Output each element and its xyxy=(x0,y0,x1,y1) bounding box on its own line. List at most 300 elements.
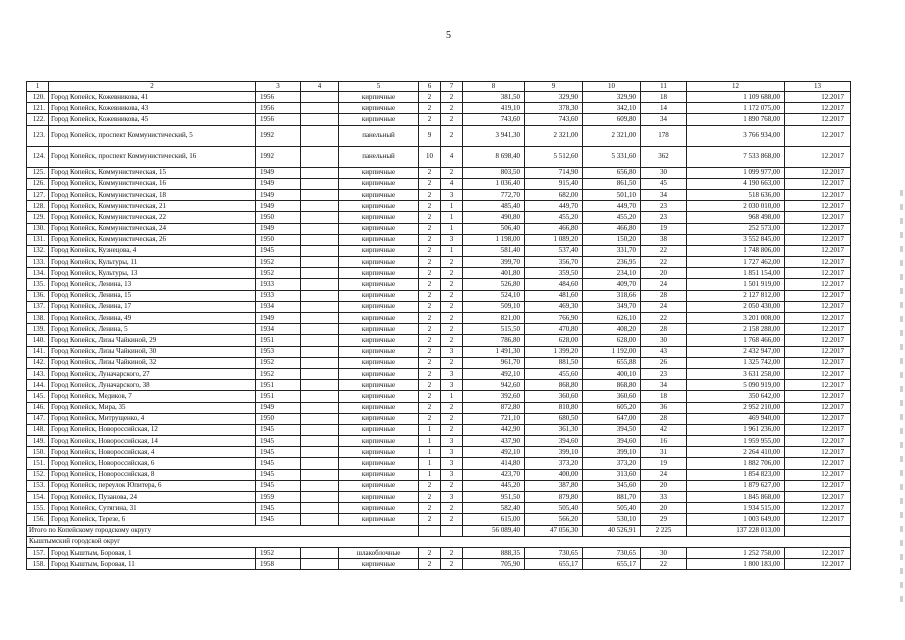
cell-fl: 2 xyxy=(419,212,441,223)
total-c: 40 526,91 xyxy=(583,525,641,536)
cell-fl: 1 xyxy=(419,469,441,480)
cell-year: 1952 xyxy=(256,368,301,379)
empty-cell xyxy=(785,525,851,536)
cell-c: 861,50 xyxy=(583,178,641,189)
cell-c4 xyxy=(301,313,339,324)
cell-n: 147. xyxy=(27,413,49,424)
cell-year: 1945 xyxy=(256,503,301,514)
table-row xyxy=(27,413,851,424)
cell-fl: 2 xyxy=(419,492,441,503)
table-row xyxy=(27,201,851,212)
cell-en: 2 xyxy=(441,413,463,424)
column-header: 11 xyxy=(641,82,687,92)
table-row xyxy=(27,313,851,324)
column-header: 9 xyxy=(525,82,583,92)
cell-cost: 1 845 868,00 xyxy=(687,492,785,503)
table-row xyxy=(27,290,851,301)
cell-p: 20 xyxy=(641,268,687,279)
cell-a: 401,80 xyxy=(463,268,525,279)
scan-edge-marks xyxy=(900,190,903,610)
cell-fl: 2 xyxy=(419,503,441,514)
cell-c: 655,17 xyxy=(583,559,641,570)
cell-addr: Город Копейск, Коммунистическая, 15 xyxy=(49,167,256,178)
cell-addr: Город Копейск, Новороссийская, 4 xyxy=(49,447,256,458)
cell-year: 1953 xyxy=(256,346,301,357)
cell-c: 628,00 xyxy=(583,335,641,346)
cell-addr: Город Копейск, Коммунистическая, 24 xyxy=(49,223,256,234)
cell-fl: 10 xyxy=(419,146,441,167)
cell-addr: Город Копейск, Ленина, 17 xyxy=(49,301,256,312)
cell-cost: 2 050 430,00 xyxy=(687,301,785,312)
cell-n: 132. xyxy=(27,245,49,256)
cell-year: 1951 xyxy=(256,391,301,402)
cell-cost: 1 890 768,00 xyxy=(687,114,785,125)
cell-addr: Город Копейск, Коммунистическая, 21 xyxy=(49,201,256,212)
cell-c: 400,10 xyxy=(583,368,641,379)
cell-date: 12.2017 xyxy=(785,257,851,268)
cell-addr: Город Копейск, Коммунистическая, 26 xyxy=(49,234,256,245)
table-row xyxy=(27,458,851,469)
cell-en: 2 xyxy=(441,114,463,125)
cell-n: 135. xyxy=(27,279,49,290)
empty-cell xyxy=(441,525,463,536)
table-row xyxy=(27,436,851,447)
cell-en: 1 xyxy=(441,201,463,212)
cell-c4 xyxy=(301,424,339,435)
cell-fl: 2 xyxy=(419,301,441,312)
cell-fl: 2 xyxy=(419,189,441,200)
total-cost: 137 228 013,00 xyxy=(687,525,785,536)
cell-addr: Город Копейск, Коммунистическая, 18 xyxy=(49,189,256,200)
cell-addr: Город Копейск, Медиков, 7 xyxy=(49,391,256,402)
table-row xyxy=(27,503,851,514)
cell-year: 1950 xyxy=(256,234,301,245)
table-row xyxy=(27,559,851,570)
cell-a: 942,60 xyxy=(463,380,525,391)
cell-addr: Город Копейск, Луначарского, 27 xyxy=(49,368,256,379)
cell-p: 18 xyxy=(641,391,687,402)
cell-a: 615,00 xyxy=(463,514,525,525)
column-header: 1 xyxy=(27,82,49,92)
cell-cost: 2 432 947,00 xyxy=(687,346,785,357)
cell-n: 139. xyxy=(27,324,49,335)
cell-en: 2 xyxy=(441,313,463,324)
cell-mat: кирпичные xyxy=(339,103,419,114)
cell-b: 470,80 xyxy=(525,324,583,335)
cell-en: 2 xyxy=(441,547,463,558)
cell-c4 xyxy=(301,514,339,525)
cell-cost: 1 252 758,00 xyxy=(687,547,785,558)
cell-cost: 1 800 183,00 xyxy=(687,559,785,570)
cell-fl: 2 xyxy=(419,245,441,256)
cell-b: 466,80 xyxy=(525,223,583,234)
cell-date: 12.2017 xyxy=(785,458,851,469)
cell-c4 xyxy=(301,547,339,558)
cell-en: 2 xyxy=(441,335,463,346)
cell-cost: 1 934 515,00 xyxy=(687,503,785,514)
cell-cost: 1 501 919,00 xyxy=(687,279,785,290)
cell-addr: Город Копейск, проспект Коммунистический, 5 xyxy=(49,125,256,146)
cell-b: 537,40 xyxy=(525,245,583,256)
cell-mat: кирпичные xyxy=(339,413,419,424)
cell-p: 45 xyxy=(641,178,687,189)
cell-b: 455,20 xyxy=(525,212,583,223)
cell-date: 12.2017 xyxy=(785,391,851,402)
cell-mat: кирпичные xyxy=(339,402,419,413)
cell-en: 3 xyxy=(441,492,463,503)
cell-a: 1 491,30 xyxy=(463,346,525,357)
cell-cost: 2 158 288,00 xyxy=(687,324,785,335)
cell-b: 868,80 xyxy=(525,380,583,391)
cell-mat: кирпичные xyxy=(339,503,419,514)
cell-c: 647,00 xyxy=(583,413,641,424)
cell-a: 490,80 xyxy=(463,212,525,223)
cell-addr: Город Копейск, Коммунистическая, 16 xyxy=(49,178,256,189)
cell-fl: 2 xyxy=(419,559,441,570)
cell-en: 2 xyxy=(441,357,463,368)
cell-en: 2 xyxy=(441,424,463,435)
table-row xyxy=(27,335,851,346)
cell-c4 xyxy=(301,436,339,447)
cell-fl: 2 xyxy=(419,547,441,558)
cell-a: 423,70 xyxy=(463,469,525,480)
cell-c: 2 321,00 xyxy=(583,125,641,146)
cell-n: 143. xyxy=(27,368,49,379)
cell-c4 xyxy=(301,103,339,114)
cell-year: 1945 xyxy=(256,469,301,480)
cell-year: 1933 xyxy=(256,290,301,301)
cell-fl: 9 xyxy=(419,125,441,146)
cell-c: 868,80 xyxy=(583,380,641,391)
cell-n: 136. xyxy=(27,290,49,301)
cell-p: 42 xyxy=(641,424,687,435)
cell-p: 29 xyxy=(641,514,687,525)
cell-b: 449,70 xyxy=(525,201,583,212)
cell-c: 394,50 xyxy=(583,424,641,435)
cell-n: 155. xyxy=(27,503,49,514)
cell-a: 506,40 xyxy=(463,223,525,234)
total-label: Итого по Копейскому городскому округу xyxy=(27,525,419,536)
table-row xyxy=(27,245,851,256)
cell-cost: 1 003 649,00 xyxy=(687,514,785,525)
cell-c: 342,10 xyxy=(583,103,641,114)
cell-n: 124. xyxy=(27,146,49,167)
cell-b: 378,30 xyxy=(525,103,583,114)
cell-cost: 1 854 823,00 xyxy=(687,469,785,480)
cell-c: 505,40 xyxy=(583,503,641,514)
cell-p: 30 xyxy=(641,335,687,346)
cell-a: 381,50 xyxy=(463,92,525,103)
cell-b: 360,60 xyxy=(525,391,583,402)
cell-c: 881,70 xyxy=(583,492,641,503)
cell-mat: кирпичные xyxy=(339,559,419,570)
cell-b: 394,60 xyxy=(525,436,583,447)
cell-a: 485,40 xyxy=(463,201,525,212)
cell-c4 xyxy=(301,92,339,103)
cell-c: 360,60 xyxy=(583,391,641,402)
cell-p: 19 xyxy=(641,458,687,469)
cell-a: 492,10 xyxy=(463,447,525,458)
total-a: 56 089,40 xyxy=(463,525,525,536)
column-header: 13 xyxy=(785,82,851,92)
cell-mat: кирпичные xyxy=(339,514,419,525)
cell-en: 1 xyxy=(441,223,463,234)
cell-mat: кирпичные xyxy=(339,324,419,335)
cell-en: 2 xyxy=(441,125,463,146)
cell-cost: 968 498,00 xyxy=(687,212,785,223)
cell-b: 2 321,00 xyxy=(525,125,583,146)
cell-en: 3 xyxy=(441,368,463,379)
cell-p: 24 xyxy=(641,469,687,480)
cell-date: 12.2017 xyxy=(785,447,851,458)
cell-b: 505,40 xyxy=(525,503,583,514)
cell-c4 xyxy=(301,223,339,234)
total-p: 2 225 xyxy=(641,525,687,536)
cell-date: 12.2017 xyxy=(785,92,851,103)
cell-b: 400,00 xyxy=(525,469,583,480)
cell-mat: кирпичные xyxy=(339,223,419,234)
cell-fl: 1 xyxy=(419,458,441,469)
cell-year: 1949 xyxy=(256,223,301,234)
cell-a: 888,35 xyxy=(463,547,525,558)
cell-mat: кирпичные xyxy=(339,114,419,125)
cell-p: 31 xyxy=(641,447,687,458)
cell-c4 xyxy=(301,245,339,256)
cell-a: 1 036,40 xyxy=(463,178,525,189)
cell-c: 150,20 xyxy=(583,234,641,245)
cell-a: 721,10 xyxy=(463,413,525,424)
total-b: 47 056,30 xyxy=(525,525,583,536)
cell-year: 1950 xyxy=(256,212,301,223)
cell-p: 26 xyxy=(641,357,687,368)
cell-mat: кирпичные xyxy=(339,335,419,346)
cell-c: 530,10 xyxy=(583,514,641,525)
cell-cost: 1 109 688,00 xyxy=(687,92,785,103)
table-row xyxy=(27,103,851,114)
cell-b: 359,50 xyxy=(525,268,583,279)
table-row xyxy=(27,92,851,103)
cell-year: 1952 xyxy=(256,268,301,279)
cell-en: 2 xyxy=(441,268,463,279)
cell-b: 566,20 xyxy=(525,514,583,525)
cell-en: 2 xyxy=(441,92,463,103)
cell-addr: Город Копейск, Ленина, 5 xyxy=(49,324,256,335)
cell-addr: Город Кыштым, Боровая, 11 xyxy=(49,559,256,570)
cell-a: 803,50 xyxy=(463,167,525,178)
cell-n: 125. xyxy=(27,167,49,178)
cell-fl: 2 xyxy=(419,290,441,301)
cell-mat: кирпичные xyxy=(339,469,419,480)
cell-c4 xyxy=(301,234,339,245)
cell-b: 481,60 xyxy=(525,290,583,301)
cell-fl: 2 xyxy=(419,268,441,279)
cell-b: 730,65 xyxy=(525,547,583,558)
cell-en: 2 xyxy=(441,279,463,290)
cell-n: 153. xyxy=(27,480,49,491)
cell-c4 xyxy=(301,492,339,503)
cell-a: 1 198,00 xyxy=(463,234,525,245)
cell-c: 656,80 xyxy=(583,167,641,178)
cell-date: 12.2017 xyxy=(785,201,851,212)
cell-en: 2 xyxy=(441,103,463,114)
cell-cost: 3 631 258,00 xyxy=(687,368,785,379)
cell-a: 743,60 xyxy=(463,114,525,125)
cell-date: 12.2017 xyxy=(785,368,851,379)
cell-date: 12.2017 xyxy=(785,189,851,200)
cell-date: 12.2017 xyxy=(785,324,851,335)
cell-b: 714,90 xyxy=(525,167,583,178)
cell-fl: 2 xyxy=(419,391,441,402)
cell-fl: 1 xyxy=(419,436,441,447)
cell-addr: Город Копейск, Культуры, 13 xyxy=(49,268,256,279)
cell-mat: кирпичные xyxy=(339,313,419,324)
cell-a: 419,10 xyxy=(463,103,525,114)
total-row xyxy=(27,525,851,536)
column-header: 4 xyxy=(301,82,339,92)
cell-n: 144. xyxy=(27,380,49,391)
cell-n: 128. xyxy=(27,201,49,212)
cell-p: 14 xyxy=(641,103,687,114)
cell-fl: 2 xyxy=(419,514,441,525)
cell-year: 1992 xyxy=(256,146,301,167)
cell-p: 22 xyxy=(641,313,687,324)
cell-fl: 2 xyxy=(419,413,441,424)
cell-fl: 2 xyxy=(419,201,441,212)
cell-mat: кирпичные xyxy=(339,447,419,458)
cell-n: 149. xyxy=(27,436,49,447)
cell-date: 12.2017 xyxy=(785,146,851,167)
cell-c4 xyxy=(301,257,339,268)
cell-n: 126. xyxy=(27,178,49,189)
cell-n: 154. xyxy=(27,492,49,503)
cell-date: 12.2017 xyxy=(785,492,851,503)
column-header: 2 xyxy=(49,82,256,92)
cell-c4 xyxy=(301,114,339,125)
cell-en: 1 xyxy=(441,245,463,256)
cell-cost: 1 851 154,00 xyxy=(687,268,785,279)
cell-n: 156. xyxy=(27,514,49,525)
cell-c: 331,70 xyxy=(583,245,641,256)
cell-en: 3 xyxy=(441,447,463,458)
cell-p: 30 xyxy=(641,547,687,558)
cell-b: 810,80 xyxy=(525,402,583,413)
cell-b: 628,00 xyxy=(525,335,583,346)
section-heading-row xyxy=(27,536,851,547)
cell-n: 133. xyxy=(27,257,49,268)
cell-b: 881,50 xyxy=(525,357,583,368)
cell-cost: 1 879 627,00 xyxy=(687,480,785,491)
cell-a: 515,50 xyxy=(463,324,525,335)
cell-year: 1951 xyxy=(256,380,301,391)
table-row xyxy=(27,424,851,435)
cell-mat: кирпичные xyxy=(339,346,419,357)
column-header: 6 xyxy=(419,82,441,92)
cell-p: 34 xyxy=(641,114,687,125)
cell-p: 43 xyxy=(641,346,687,357)
cell-a: 961,70 xyxy=(463,357,525,368)
cell-addr: Город Копейск, Кожевникова, 43 xyxy=(49,103,256,114)
cell-p: 30 xyxy=(641,167,687,178)
cell-c4 xyxy=(301,290,339,301)
cell-c: 394,60 xyxy=(583,436,641,447)
cell-n: 120. xyxy=(27,92,49,103)
cell-c: 1 192,00 xyxy=(583,346,641,357)
cell-en: 1 xyxy=(441,391,463,402)
cell-a: 872,80 xyxy=(463,402,525,413)
cell-year: 1949 xyxy=(256,201,301,212)
cell-fl: 1 xyxy=(419,424,441,435)
cell-fl: 2 xyxy=(419,346,441,357)
cell-mat: кирпичные xyxy=(339,357,419,368)
cell-fl: 2 xyxy=(419,92,441,103)
cell-c4 xyxy=(301,279,339,290)
cell-fl: 2 xyxy=(419,223,441,234)
cell-b: 329,90 xyxy=(525,92,583,103)
cell-date: 12.2017 xyxy=(785,335,851,346)
cell-cost: 252 573,00 xyxy=(687,223,785,234)
cell-addr: Город Копейск, Ленина, 13 xyxy=(49,279,256,290)
cell-mat: кирпичные xyxy=(339,201,419,212)
cell-cost: 350 642,00 xyxy=(687,391,785,402)
cell-p: 22 xyxy=(641,559,687,570)
cell-cost: 1 961 236,00 xyxy=(687,424,785,435)
column-header: 8 xyxy=(463,82,525,92)
cell-a: 786,80 xyxy=(463,335,525,346)
cell-year: 1949 xyxy=(256,189,301,200)
cell-p: 16 xyxy=(641,436,687,447)
cell-year: 1949 xyxy=(256,167,301,178)
cell-c4 xyxy=(301,301,339,312)
cell-p: 34 xyxy=(641,189,687,200)
cell-cost: 3 766 934,00 xyxy=(687,125,785,146)
cell-year: 1949 xyxy=(256,178,301,189)
cell-fl: 2 xyxy=(419,178,441,189)
cell-year: 1956 xyxy=(256,92,301,103)
cell-n: 157. xyxy=(27,547,49,558)
cell-en: 2 xyxy=(441,301,463,312)
cell-year: 1952 xyxy=(256,357,301,368)
cell-c: 345,60 xyxy=(583,480,641,491)
cell-date: 12.2017 xyxy=(785,223,851,234)
table-row xyxy=(27,480,851,491)
cell-b: 766,90 xyxy=(525,313,583,324)
cell-c4 xyxy=(301,201,339,212)
cell-addr: Город Копейск, Лизы Чайкиной, 29 xyxy=(49,335,256,346)
cell-date: 12.2017 xyxy=(785,480,851,491)
cell-mat: кирпичные xyxy=(339,424,419,435)
cell-mat: кирпичные xyxy=(339,92,419,103)
cell-c4 xyxy=(301,346,339,357)
cell-date: 12.2017 xyxy=(785,301,851,312)
cell-addr: Город Копейск, Новороссийская, 14 xyxy=(49,436,256,447)
cell-c: 409,70 xyxy=(583,279,641,290)
cell-n: 142. xyxy=(27,357,49,368)
cell-c: 408,20 xyxy=(583,324,641,335)
cell-cost: 469 940,00 xyxy=(687,413,785,424)
cell-n: 146. xyxy=(27,402,49,413)
column-header: 12 xyxy=(687,82,785,92)
cell-c4 xyxy=(301,357,339,368)
cell-cost: 1 325 742,00 xyxy=(687,357,785,368)
cell-c: 313,60 xyxy=(583,469,641,480)
table-row xyxy=(27,223,851,234)
cell-b: 655,17 xyxy=(525,559,583,570)
table-row xyxy=(27,189,851,200)
cell-n: 150. xyxy=(27,447,49,458)
cell-b: 682,00 xyxy=(525,189,583,200)
cell-year: 1952 xyxy=(256,257,301,268)
cell-year: 1956 xyxy=(256,103,301,114)
